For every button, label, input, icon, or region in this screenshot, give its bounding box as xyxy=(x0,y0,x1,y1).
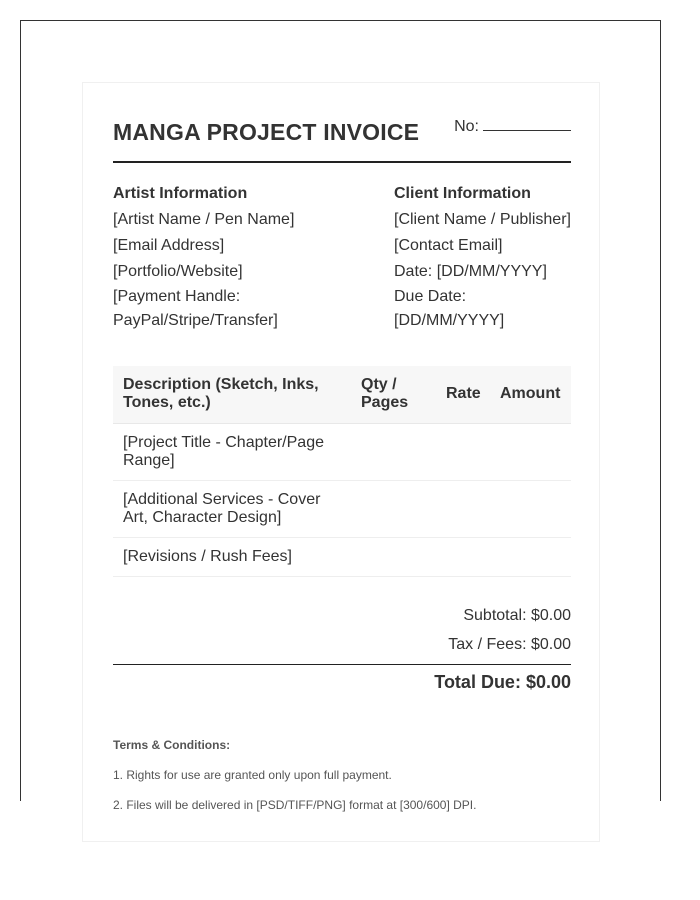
total-divider xyxy=(113,664,571,665)
invoice-number xyxy=(454,116,571,136)
artist-email: [Email Address] xyxy=(113,237,225,254)
artist-payment: [Payment Handle: PayPal/Stripe/Transfer] xyxy=(113,288,278,329)
header-amount: Amount xyxy=(500,385,561,402)
terms-heading: Terms & Conditions: xyxy=(113,738,231,752)
invoice-number-label: No: xyxy=(454,118,479,135)
table-row xyxy=(113,538,571,577)
header-description: Description (Sketch, Inks, Tones, etc.) xyxy=(123,376,319,411)
terms-item: 1. Rights for use are granted only upon full payment. xyxy=(113,768,392,782)
table-row xyxy=(113,424,571,481)
client-name: [Client Name / Publisher] xyxy=(394,211,571,228)
invoice-page xyxy=(82,82,600,842)
invoice-title: MANGA PROJECT INVOICE xyxy=(113,119,420,145)
artist-information xyxy=(113,181,353,333)
due-date: Due Date: [DD/MM/YYYY] xyxy=(394,288,505,329)
subtotal: Subtotal: $0.00 xyxy=(463,607,571,624)
artist-portfolio: [Portfolio/Website] xyxy=(113,263,243,280)
table-row xyxy=(113,481,571,538)
artist-heading: Artist Information xyxy=(113,185,248,202)
invoice-number-blank xyxy=(483,116,571,131)
total-due: Total Due: $0.00 xyxy=(434,672,571,692)
tax-fees: Tax / Fees: $0.00 xyxy=(448,636,571,653)
header-qty: Qty / Pages xyxy=(361,376,409,411)
table-header xyxy=(113,366,571,424)
artist-name: [Artist Name / Pen Name] xyxy=(113,211,295,228)
document-viewport[interactable] xyxy=(20,20,661,812)
client-email: [Contact Email] xyxy=(394,237,503,254)
header-rate: Rate xyxy=(446,385,481,402)
invoice-date: Date: [DD/MM/YYYY] xyxy=(394,263,547,280)
invoice-header xyxy=(113,83,571,163)
terms-item: 2. Files will be delivered in [PSD/TIFF/PNG] format at [300/600] DPI. xyxy=(113,798,477,812)
line-items-table xyxy=(113,366,571,577)
client-information xyxy=(394,181,574,333)
row-description: [Additional Services - Cover Art, Character Design] xyxy=(123,491,321,526)
row-description: [Revisions / Rush Fees] xyxy=(123,548,292,565)
client-heading: Client Information xyxy=(394,185,531,202)
row-description: [Project Title - Chapter/Page Range] xyxy=(123,434,324,469)
